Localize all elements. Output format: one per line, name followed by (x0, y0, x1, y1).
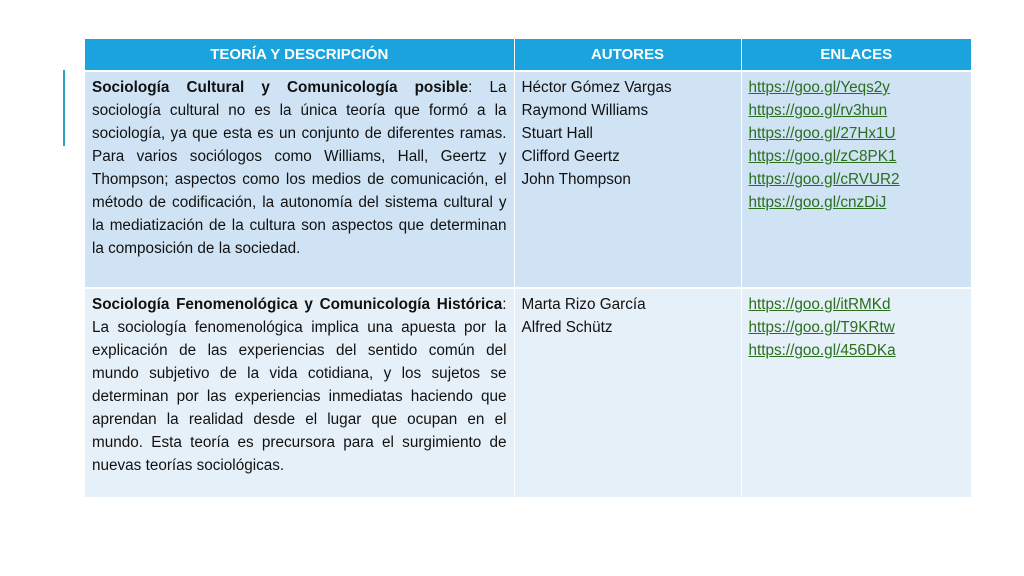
theory-cell (85, 71, 514, 288)
author-name: Stuart Hall (521, 125, 593, 142)
theory-description: : La sociología cultural no es la única teoría que formó a la sociología, ya que esta es un conjunto de diferentes ramas. Para varios sociólogos como Williams, Hall, Geertz y Thompson; aspectos como los medios de comunicación, el método de codificación, la autonomía del sistema cultural y la mediatización de la cultura son aspectos que determinan la composición de la sociedad. (92, 79, 507, 257)
table-header-row (85, 39, 971, 71)
reference-link[interactable]: https://goo.gl/27Hx1U (748, 125, 896, 142)
header-links: ENLACES (741, 39, 971, 71)
links-cell (741, 71, 971, 288)
table-row (85, 288, 971, 497)
decorative-accent-bar (63, 70, 65, 146)
links-cell (741, 288, 971, 497)
author-name: Héctor Gómez Vargas (521, 79, 672, 96)
theories-table (85, 39, 971, 497)
reference-link[interactable]: https://goo.gl/T9KRtw (748, 319, 895, 336)
author-name: Marta Rizo García (521, 296, 646, 313)
author-name: Raymond Williams (521, 102, 649, 119)
header-authors: AUTORES (514, 39, 741, 71)
author-name: John Thompson (521, 171, 631, 188)
reference-link[interactable]: https://goo.gl/zC8PK1 (748, 148, 897, 165)
theory-title: Sociología Cultural y Comunicología posible (92, 79, 469, 96)
theory-description: : La sociología fenomenológica implica una apuesta por la explicación de las experiencias del sentido común del mundo subjetivo de la vida cotidiana, y los sujetos se determinan por las experiencias inmediatas haciendo que aprendan la realidad desde el lugar que ocupan en el mundo. Esta teoría es precursora para el surgimiento de nuevas teorías sociológicas. (92, 296, 507, 474)
reference-link[interactable]: https://goo.gl/cnzDiJ (748, 194, 887, 211)
reference-link[interactable]: https://goo.gl/rv3hun (748, 102, 888, 119)
author-name: Clifford Geertz (521, 148, 620, 165)
authors-cell (514, 71, 741, 288)
theory-title: Sociología Fenomenológica y Comunicología Histórica (92, 296, 503, 313)
author-name: Alfred Schütz (521, 319, 613, 336)
header-theory-description: TEORÍA Y DESCRIPCIÓN (85, 39, 514, 71)
reference-link[interactable]: https://goo.gl/cRVUR2 (748, 171, 900, 188)
table-row (85, 71, 971, 288)
authors-cell (514, 288, 741, 497)
theory-cell (85, 288, 514, 497)
reference-link[interactable]: https://goo.gl/itRMKd (748, 296, 891, 313)
reference-link[interactable]: https://goo.gl/Yeqs2y (748, 79, 890, 96)
reference-link[interactable]: https://goo.gl/456DKa (748, 342, 896, 359)
